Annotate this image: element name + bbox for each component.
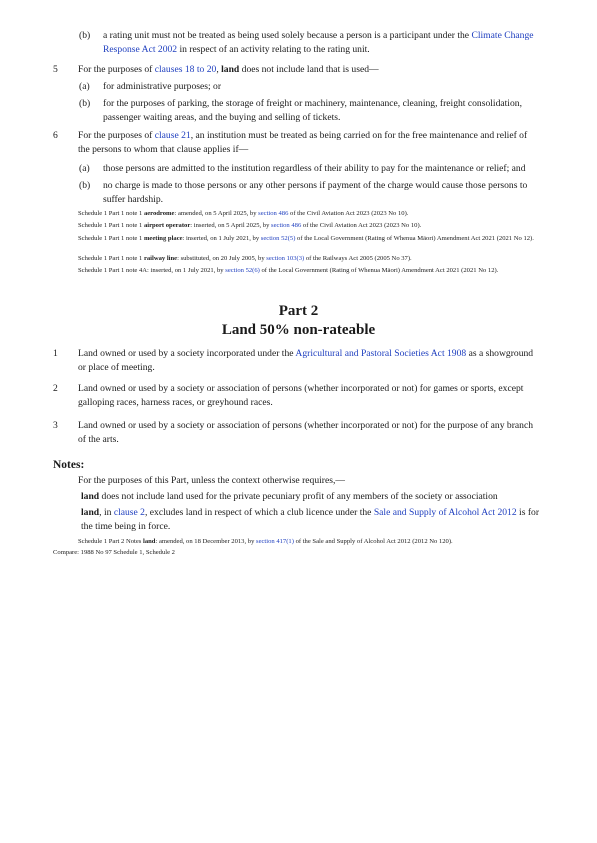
- paragraph: those persons are admitted to the institution regardless of their ability to pay for the maintenance or relief; and: [103, 163, 526, 174]
- paragraph: Land owned or used by a society incorporated under the Agricultural and Pastoral Societies Act 1908 as a showground or place of meeting.: [78, 348, 534, 374]
- paragraph: no charge is made to those persons or any other persons if payment of the charge would cause those persons to suffer hardship.: [103, 180, 528, 206]
- section-link[interactable]: section 103(3): [266, 255, 305, 262]
- item-label: (b): [79, 180, 91, 191]
- paragraph: For the purposes of clauses 18 to 20, land does not include land that is used—: [78, 64, 379, 75]
- definition: land, in clause 2, excludes land in respect of which a club licence under the Sale and Supply of Alcohol Act 2012 is for the time being in force.: [81, 507, 540, 533]
- act-link[interactable]: Agricultural and Pastoral Societies Act 1908: [295, 348, 467, 359]
- history-note: Schedule 1 Part 1 note 4A: inserted, on 1 July 2021, by section 52(6) of the Local Government (Rating of Whenua Māori) Amendment Act 2021 (2021 No 12).: [78, 267, 499, 274]
- section-link[interactable]: section 52(6): [225, 267, 260, 274]
- paragraph: For the purposes of clause 21, an institution must be treated as being carried on for the free maintenance and relief of the persons to whom that clause applies if—: [78, 130, 528, 156]
- history-note: Schedule 1 Part 1 note 1 railway line: substituted, on 20 July 2005, by section 103(3) of the Railways Act 2005 (2005 No 37).: [78, 255, 412, 262]
- clause-link[interactable]: clauses 18 to 20: [154, 64, 217, 75]
- section-link[interactable]: section 486: [258, 210, 289, 217]
- item-number: 2: [53, 383, 58, 394]
- item-number: 3: [53, 420, 58, 431]
- notes-heading: Notes:: [53, 459, 85, 471]
- part-subheading: Land 50% non-rateable: [221, 322, 376, 338]
- definition: land does not include land used for the private pecuniary profit of any members of the society or association: [81, 491, 498, 502]
- item-label: (a): [79, 81, 90, 92]
- note-number: 6: [53, 130, 58, 141]
- paragraph: a rating unit must not be treated as being used solely because a person is a participant under the Climate Change Response Act 2002 in respect of an activity relating to the rating unit.: [103, 30, 534, 56]
- section-link[interactable]: section 417(1): [256, 538, 294, 545]
- paragraph: Land owned or used by a society or association of persons (whether incorporated or not) for games or sports, except galloping races, harness races, or greyhound races.: [78, 383, 524, 409]
- clause-link[interactable]: clause 21: [154, 130, 191, 141]
- history-note: Schedule 1 Part 1 note 1 meeting place: inserted, on 1 July 2021, by section 52(5) of the Local Government (Rating of Whenua Māori) Amendment Act 2021 (2021 No 12).: [78, 235, 534, 242]
- compare-note: Compare: 1988 No 97 Schedule 1, Schedule 2: [53, 549, 175, 556]
- history-note: Schedule 1 Part 1 note 1 airport operator: inserted, on 5 April 2025, by section 486 of the Civil Aviation Act 2023 (2023 No 10).: [78, 222, 422, 229]
- item-label: (b): [79, 98, 91, 109]
- notes-intro: For the purposes of this Part, unless the context otherwise requires,—: [78, 475, 345, 486]
- part-heading: Part 2: [278, 303, 319, 319]
- section-link[interactable]: section 486: [271, 222, 302, 229]
- item-number: 1: [53, 348, 58, 359]
- section-link[interactable]: section 52(5): [260, 235, 296, 242]
- act-link[interactable]: Sale and Supply of Alcohol Act 2012: [373, 507, 517, 518]
- paragraph: for the purposes of parking, the storage of freight or machinery, maintenance, cleaning, freight consolidation, passenger waiting areas, and the buying and selling of tickets.: [103, 98, 522, 124]
- item-label: (a): [79, 163, 90, 174]
- item-label: (b): [79, 30, 91, 41]
- paragraph: Land owned or used by a society or association of persons (whether incorporated or not) for the purpose of any branch of the arts.: [78, 420, 534, 446]
- clause-link[interactable]: clause 2: [113, 507, 145, 518]
- history-note: Schedule 1 Part 1 note 1 aerodrome: amended, on 5 April 2025, by section 486 of the Civil Aviation Act 2023 (2023 No 10).: [78, 210, 409, 217]
- history-note: Schedule 1 Part 2 Notes land: amended, on 18 December 2013, by section 417(1) of the Sale and Supply of Alcohol Act 2012 (2012 No 120).: [78, 538, 453, 545]
- note-number: 5: [53, 64, 58, 75]
- act-link[interactable]: Climate Change Response Act 2002: [103, 30, 534, 56]
- paragraph: for administrative purposes; or: [103, 81, 222, 92]
